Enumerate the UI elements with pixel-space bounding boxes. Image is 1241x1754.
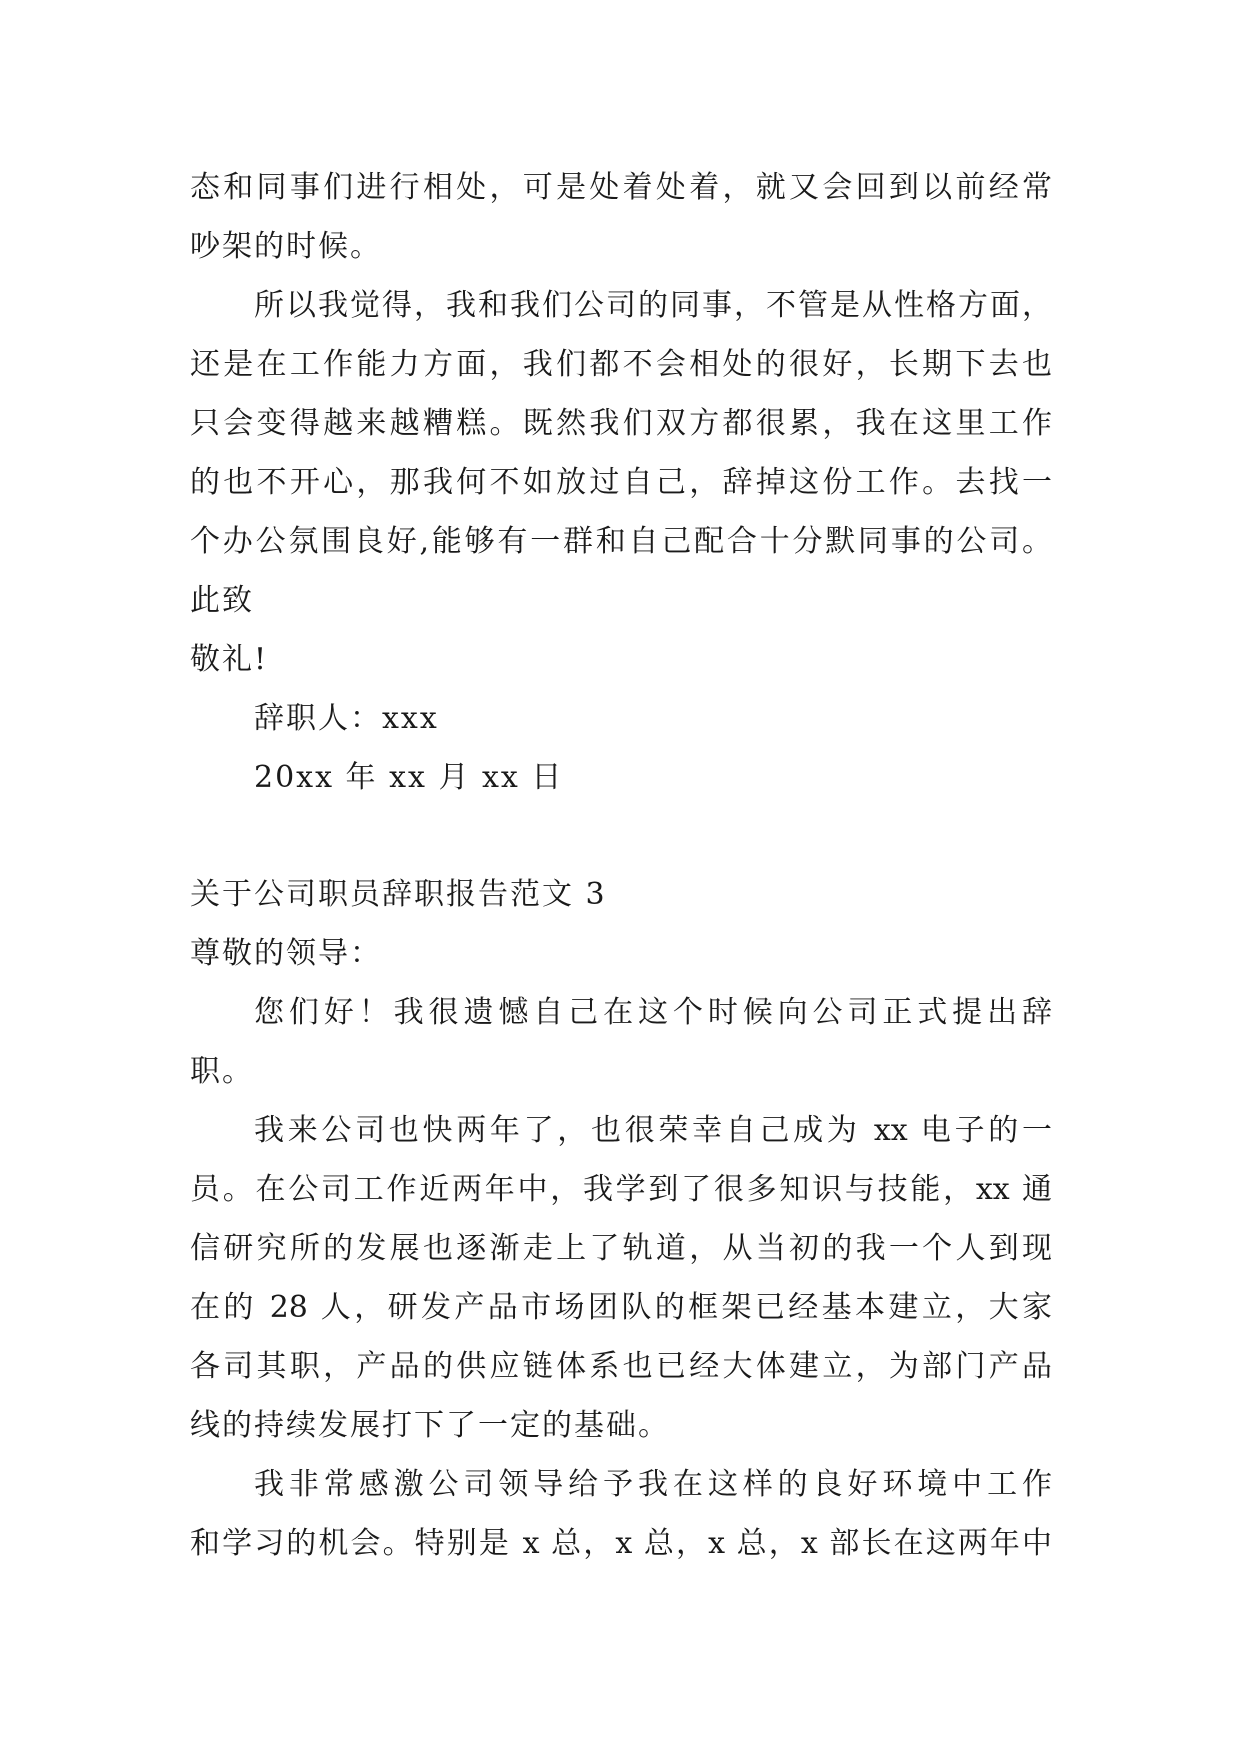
signer-line: 辞职人：xxx <box>254 701 439 736</box>
paragraph-4 <box>190 1101 1052 1455</box>
text-line: 我来公司也快两年了，也很荣幸自己成为 xx 电子的一 <box>254 1113 1052 1148</box>
text-line: 态和同事们进行相处，可是处着处着，就又会回到以前经常 <box>190 170 1052 205</box>
text-line: 员。在公司工作近两年中，我学到了很多知识与技能，xx 通 <box>190 1172 1052 1207</box>
text-line: 线的持续发展打下了一定的基础。 <box>190 1408 670 1443</box>
document-body <box>190 158 1052 1573</box>
text-line: 个办公氛围良好,能够有一群和自己配合十分默同事的公司。 <box>190 524 1052 559</box>
text-line: 各司其职，产品的供应链体系也已经大体建立，为部门产品 <box>190 1349 1052 1384</box>
text-line: 您们好！我很遗憾自己在这个时候向公司正式提出辞 <box>254 995 1052 1030</box>
text-line: 职。 <box>190 1054 254 1089</box>
date-line: 20xx 年 xx 月 xx 日 <box>254 760 564 795</box>
paragraph-5 <box>190 1455 1052 1573</box>
paragraph-3 <box>190 983 1052 1101</box>
paragraph-2 <box>190 276 1052 571</box>
closing-regards: 此致 <box>190 583 254 618</box>
section-spacer <box>190 807 1052 865</box>
text-line: 信研究所的发展也逐渐走上了轨道，从当初的我一个人到现 <box>190 1231 1052 1266</box>
text-line: 和学习的机会。特别是 x 总，x 总，x 总，x 部长在这两年中 <box>190 1526 1052 1561</box>
text-line: 我非常感激公司领导给予我在这样的良好环境中工作 <box>254 1467 1052 1502</box>
text-line: 还是在工作能力方面，我们都不会相处的很好，长期下去也 <box>190 347 1052 382</box>
text-line: 的也不开心，那我何不如放过自己，辞掉这份工作。去找一 <box>190 465 1052 500</box>
text-line: 所以我觉得，我和我们公司的同事，不管是从性格方面， <box>254 288 1052 323</box>
text-line: 吵架的时候。 <box>190 229 382 264</box>
text-line: 只会变得越来越糟糕。既然我们双方都很累，我在这里工作 <box>190 406 1052 441</box>
paragraph-1 <box>190 158 1052 276</box>
closing-salute: 敬礼! <box>190 642 269 677</box>
salutation: 尊敬的领导： <box>190 936 382 971</box>
section-title: 关于公司职员辞职报告范文 3 <box>190 877 607 912</box>
text-line: 在的 28 人，研发产品市场团队的框架已经基本建立，大家 <box>190 1290 1052 1325</box>
